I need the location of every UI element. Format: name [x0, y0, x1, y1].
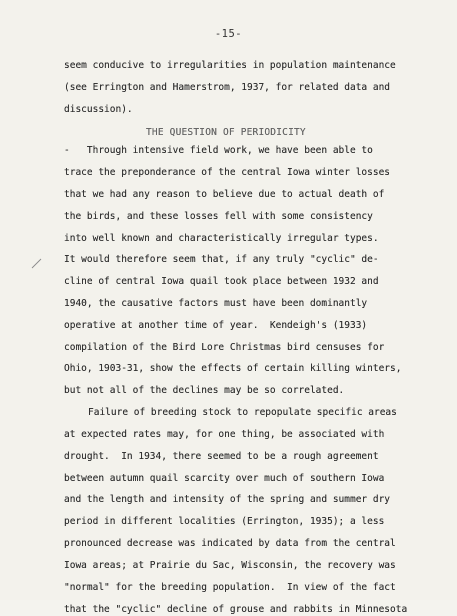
text-line: operative at another time of year. Kendeigh's (1933)	[64, 320, 368, 331]
text-line: between autumn quail scarcity over much of southern Iowa	[64, 473, 385, 484]
text-line: seem conducive to irregularities in population maintenance	[64, 60, 396, 71]
text-line: 1940, the causative factors must have been dominantly	[64, 298, 368, 309]
text-line: period in different localities (Errington, 1935); a less	[64, 516, 385, 527]
text-line: into well known and characteristically irregular types.	[64, 233, 379, 244]
text-line: "normal" for the breeding population. In view of the fact	[64, 582, 396, 593]
text-line: (see Errington and Hamerstrom, 1937, for related data and	[64, 82, 391, 93]
pencil-mark-icon	[31, 257, 43, 269]
text-line: compilation of the Bird Lore Christmas bird censuses for	[64, 342, 385, 353]
text-line: the birds, and these losses fell with some consistency	[64, 211, 373, 222]
page-number: -15-	[214, 28, 243, 40]
text-line: drought. In 1934, there seemed to be a rough agreement	[64, 451, 379, 462]
text-line: and the length and intensity of the spring and summer dry	[64, 494, 391, 505]
text-line: that the "cyclic" decline of grouse and rabbits in Minnesota	[64, 604, 408, 615]
text-line: that we had any reason to believe due to actual death of	[64, 189, 385, 200]
text-line: but not all of the declines may be so correlated.	[64, 385, 345, 396]
text-line: discussion).	[64, 104, 133, 115]
text-line: trace the preponderance of the central Iowa winter losses	[64, 167, 391, 178]
text-line: pronounced decrease was indicated by data from the central	[64, 538, 396, 549]
text-line: Failure of breeding stock to repopulate specific areas	[88, 407, 397, 418]
section-heading: THE QUESTION OF PERIODICITY	[146, 127, 306, 138]
text-line: at expected rates may, for one thing, be associated with	[64, 429, 385, 440]
text-line: Ohio, 1903-31, show the effects of certain killing winters,	[64, 363, 402, 374]
text-line: Iowa areas; at Prairie du Sac, Wisconsin, the recovery was	[64, 560, 396, 571]
text-line: cline of central Iowa quail took place between 1932 and	[64, 276, 379, 287]
text-line: - Through intensive field work, we have been able to	[64, 145, 373, 156]
text-line: It would therefore seem that, if any truly "cyclic" de-	[64, 254, 379, 265]
